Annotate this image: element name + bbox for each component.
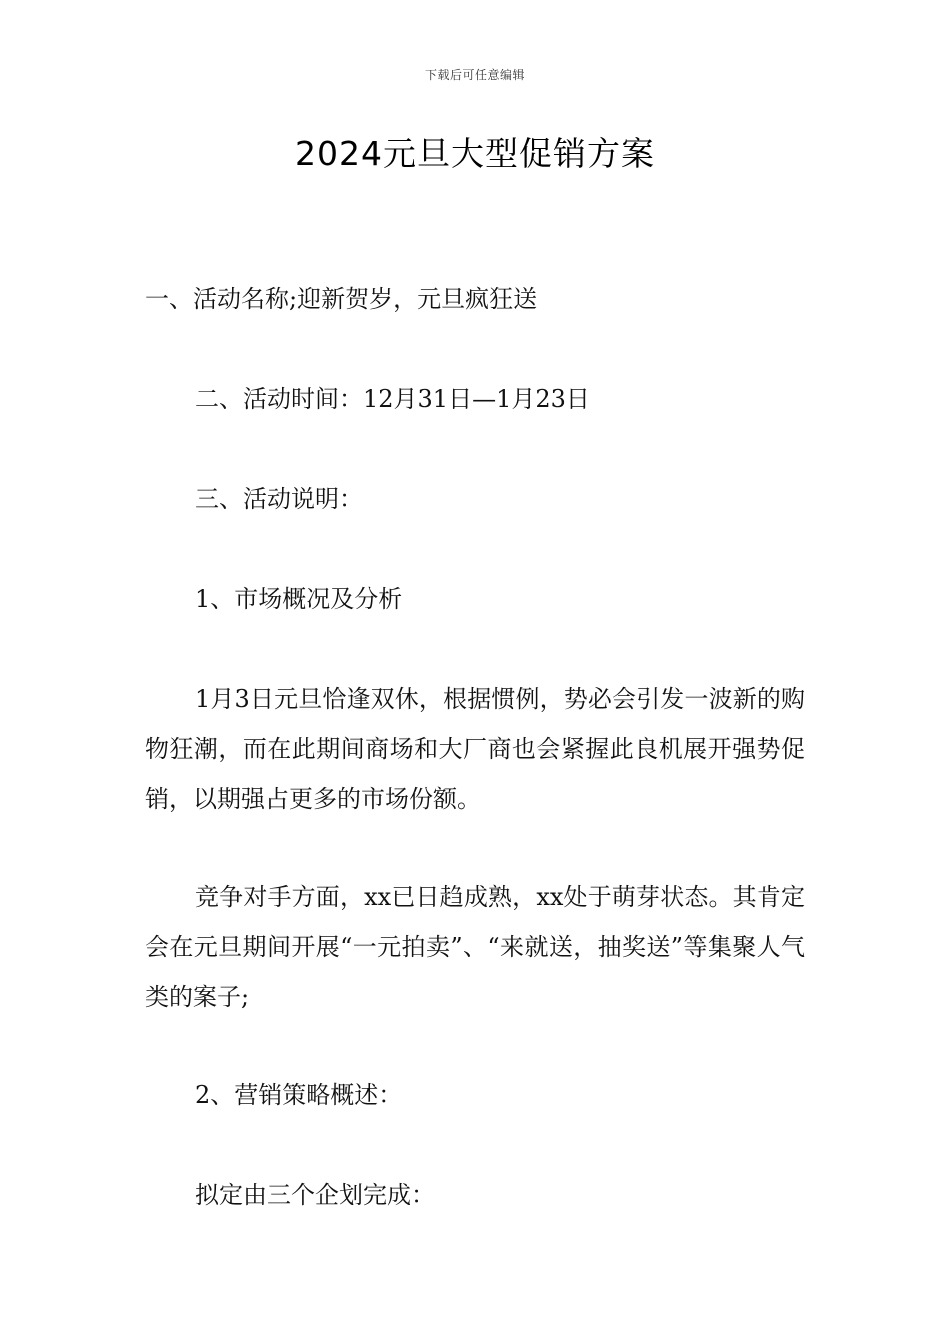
document-title: 2024元旦大型促销方案 <box>295 134 655 173</box>
section-activity-name: 一、活动名称;迎新贺岁，元旦疯狂送 <box>145 285 538 313</box>
subsection-marketing-strategy: 2、营销策略概述： <box>195 1081 403 1109</box>
paragraph-market-analysis: 1月3日元旦恰逢双休，根据惯例，势必会引发一波新的购物狂潮，而在此期间商场和大厂商也会紧握此良机展开强势促销，以期强占更多的市场份额。 <box>145 685 805 813</box>
subsection-market-overview: 1、市场概况及分析 <box>195 585 403 613</box>
section-activity-time: 二、活动时间：12月31日—1月23日 <box>195 385 590 413</box>
header-note: 下载后可任意编辑 <box>424 68 525 82</box>
section-activity-description: 三、活动说明： <box>195 485 363 513</box>
paragraph-competitors: 竞争对手方面，xx已日趋成熟，xx处于萌芽状态。其肯定会在元旦期间开展“一元拍卖”、“来就送，抽奖送”等集聚人气类的案子; <box>145 883 805 1011</box>
paragraph-planning: 拟定由三个企划完成： <box>195 1181 435 1209</box>
